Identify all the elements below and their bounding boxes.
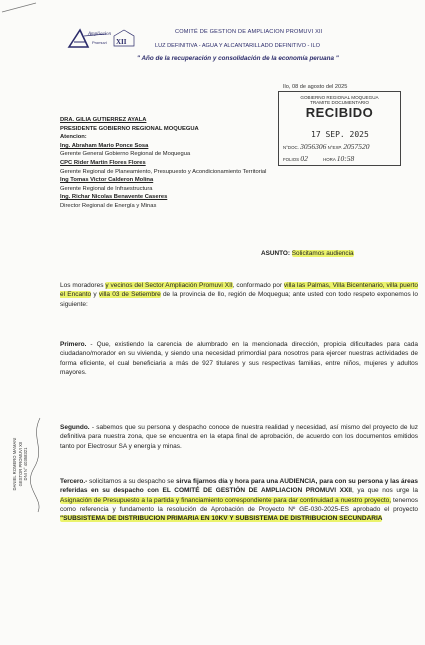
tercero-text-1: solicitamos a su despacho se — [87, 478, 176, 485]
header-year-motto: " Año de la recuperación y consolidación de la economía peruana " — [137, 55, 339, 62]
stamp-exp-value: 2057520 — [343, 142, 370, 151]
intro-highlight-1: y vecinos del Sector Ampliación Promuvi XII — [105, 282, 233, 289]
segundo-text: - sabemos que su persona y despacho conoce de nuestra realidad y necesidad, así mismo del proyecto de luz definitiva para nuestra zona, que se encuentra en la etapa final de aprobación, de acuerdo con los documentos emitidos tanto por Electrosur SA y energía y minas. — [60, 424, 418, 450]
segundo-label: Segundo. — [60, 424, 90, 431]
primero-label: Primero. — [60, 341, 87, 348]
side-stamp-line-2: GESTOR PROMUVI XII — [17, 441, 23, 487]
stamp-hora-value: 10:58 — [336, 154, 355, 163]
addressee-1-role: PRESIDENTE GOBIERNO REGIONAL MOQUEGUA — [60, 125, 199, 132]
tercero-label: Tercero.- — [60, 478, 88, 485]
attention-label: Atencion: — [60, 134, 87, 141]
intro-text-1: Los moradores — [60, 282, 106, 289]
side-stamp-text — [12, 408, 29, 520]
addressee-3-role: Gerente Regional de Planeamiento, Presupuesto y Acondicionamiento Territorial — [60, 168, 267, 175]
addressee-1-name: DRA. GILIA GUTIERREZ AYALA — [60, 117, 147, 123]
stamp-folios-value: 02 — [300, 154, 308, 163]
pen-mark — [0, 0, 40, 14]
stamp-org: GOBIERNO REGIONAL MOQUEGUA — [300, 95, 379, 100]
addressee-2-name: Ing. Abraham Mario Ponce Sosa — [60, 142, 149, 149]
tercero-text-2: , ya que nos urge la — [351, 487, 418, 495]
stamp-folios-label: FOLIOS — [283, 157, 300, 162]
subject-label: ASUNTO: — [261, 250, 290, 257]
letter-date: Ilo, 08 de agosto del 2025 — [283, 84, 348, 90]
segundo-paragraph — [60, 423, 418, 451]
side-stamp-line-3: DNI N° 40358321 — [23, 447, 29, 481]
addressee-4-name: Ing Tomas Victor Calderon Molina — [60, 177, 154, 184]
primero-text: - Que, existiendo la carencia de alumbrado en la mencionada dirección, propicia dificultades para cada ciudadano/morador en su vivienda, y siendo una necesidad primordial para nosotros para ejercer nuestras actividades de forma eficiente, el cual beneficiaria a más de 927 titulares y sus respectivas familias, entre niños, mujeres y adultos mayores. — [60, 341, 418, 376]
primero-paragraph — [60, 340, 418, 377]
header-line-2: LUZ DEFINITIVA - AGUA Y ALCANTARILLADO DEFINITIVO - ILO — [155, 43, 320, 49]
stamp-dept: TRAMITE DOCUMENTARIO — [310, 100, 369, 105]
intro-text-4: de la provincia de Ilo, región de Moquegua; ante usted con todo respeto exponemos lo siguiente: — [60, 291, 418, 308]
stamp-title: RECIBIDO — [305, 105, 374, 120]
side-signature-stamp — [10, 408, 50, 520]
stamp-hora-label: HORA — [323, 157, 336, 162]
tercero-highlight-project: "SUBSISTEMA DE DISTRIBUCION PRIMARIA EN 10KV Y SUBSISTEMA DE DISTRIBUCION SECUNDARIA — [60, 515, 383, 523]
intro-paragraph — [60, 281, 418, 309]
stamp-doc-label: N°DOC. — [283, 145, 299, 150]
intro-text-2: , conformado por — [232, 282, 284, 289]
tercero-paragraph — [60, 477, 418, 523]
header-line-1: COMITÉ DE GESTION DE AMPLIACION PROMUVI XII — [175, 29, 323, 35]
addressee-5-role: Director Regional de Energía y Minas — [60, 202, 157, 209]
subject-text: Solicitamos audiencia — [291, 250, 354, 257]
subject-line — [261, 250, 354, 257]
tercero-text-3: tenemos como referencia y fundamento la resolución de Aprobación de Proyecto Nº GE-030-2025-ES aprobado el proyecto — [60, 496, 418, 513]
svg-text:Promuvi: Promuvi — [92, 40, 107, 45]
intro-highlight-2: villa las Palmas, Villa Bicentenario, villa puerto el Encanto — [60, 282, 418, 299]
addressee-2-role: Gerente General Gobierno Regional de Moquegua — [60, 151, 191, 158]
addressee-4-role: Gerente Regional de Infraestructura — [60, 185, 153, 192]
tercero-highlight-1: Asignación de Presupuesto a la partida y financiamiento correspondiente para dar continuidad a nuestro proyecto, — [60, 496, 392, 504]
tercero-bold-request: sirva fijarnos día y hora para una AUDIENCIA, para con su persona y las áreas referidas en su despacho con EL COMITÉ DE GESTIÓN DE AMPLIACION PROMUVI XXII — [60, 478, 418, 495]
addressee-block — [60, 116, 360, 211]
stamp-date: 17 SEP. 2025 — [311, 130, 369, 139]
intro-text-3: y — [91, 291, 99, 299]
stamp-doc-value: 3056306 — [300, 142, 327, 151]
intro-highlight-3: villa 03 de Setiembre — [98, 291, 161, 299]
svg-text:XII: XII — [116, 38, 127, 46]
addressee-3-name: CPC Rider Martin Flores Flores — [60, 159, 146, 166]
side-stamp-line-1: DANIEL ROMERO MAMANI — [12, 437, 17, 491]
committee-logo — [66, 26, 144, 50]
svg-text:Ampliacion: Ampliacion — [88, 32, 112, 37]
stamp-exp-label: N°EXP. — [327, 145, 342, 150]
addressee-5-name: Ing. Richar Nicolas Benavente Caseres — [60, 194, 168, 201]
